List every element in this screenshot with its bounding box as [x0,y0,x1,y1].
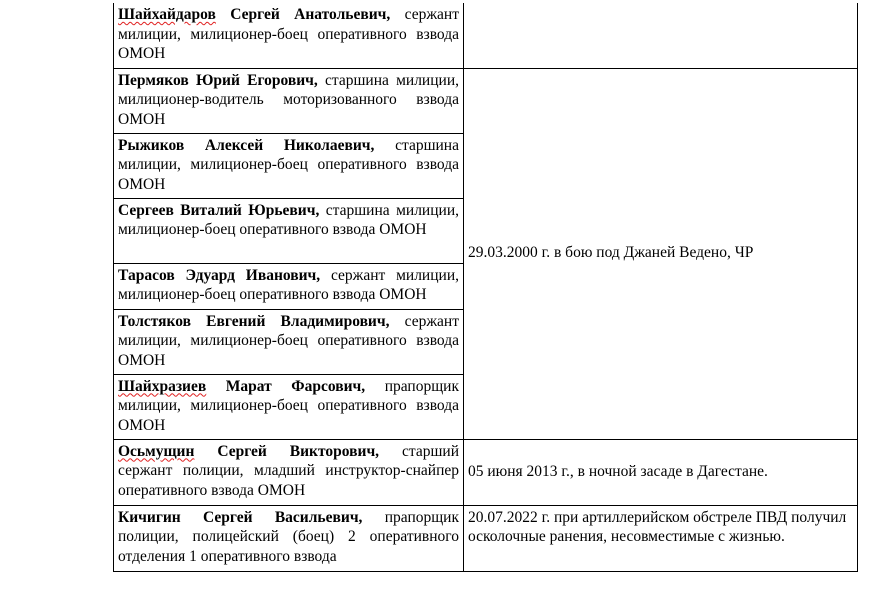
person-name: Сергеев Виталий Юрьевич, [118,201,320,219]
person-name: Сергей Викторович, [194,442,380,460]
event-cell [464,68,858,439]
person-name: Тарасов Эдуард Иванович, [118,266,321,284]
person-name: Кичигин Сергей Васильевич, [118,508,363,526]
table-row [114,3,858,68]
person-name: Толстяков Евгений Владимирович, [118,312,390,330]
event-text: 05 июня 2013 г., в ночной засаде в Дагестане. [468,462,768,480]
person-cell [114,439,464,505]
person-cell [114,133,464,198]
person-cell [114,198,464,263]
person-cell [114,374,464,439]
person-cell [114,68,464,133]
person-name: Сергей Анатольевич, [215,6,391,23]
person-rank: старший сержант полиции, младший инструктор-снайпер оперативного взвода ОМОН [118,442,459,499]
person-rank: старшина милиции, милиционер-боец оперативного взвода ОМОН [118,201,459,238]
person-name: Марат Фарсович, [206,377,366,395]
memorial-table [113,3,858,572]
person-rank: сержант милиции, милиционер-боец оперативного взвода ОМОН [118,312,459,369]
event-cell [464,3,858,68]
person-cell [114,3,464,68]
event-text: 20.07.2022 г. при артиллерийском обстреле ПВД получил осколочные ранения, несовместимые с жизнью. [468,508,847,545]
event-cell [464,439,858,505]
event-text: 29.03.2000 г. в бою под Джаней Ведено, ЧР [468,244,754,262]
person-name: Рыжиков Алексей Николаевич, [118,136,375,154]
person-cell [114,263,464,309]
person-rank: сержант милиции, милиционер-боец оперативного взвода ОМОН [118,266,459,303]
person-surname: Шайхразиев [118,377,207,395]
person-rank: старшина милиции, милиционер-водитель моторизованного взвода ОМОН [118,71,459,128]
person-rank: прапорщик милиции, милиционер-боец оперативного взвода ОМОН [118,377,459,434]
person-cell [114,505,464,571]
person-cell [114,309,464,374]
person-surname: Осьмущин [118,442,195,460]
table-row [114,68,858,133]
person-surname: Шайхайдаров [118,6,216,23]
event-cell [464,505,858,571]
person-rank: прапорщик полиции, полицейский (боец) 2 оперативного отделения 1 оперативного взвода [118,508,459,565]
table-row [114,505,858,571]
person-rank: сержант милиции, милиционер-боец оперативного взвода ОМОН [118,6,459,62]
person-rank: старшина милиции, милиционер-боец оперативного взвода ОМОН [118,136,459,193]
table-row [114,439,858,505]
person-name: Пермяков Юрий Егорович, [118,71,318,89]
